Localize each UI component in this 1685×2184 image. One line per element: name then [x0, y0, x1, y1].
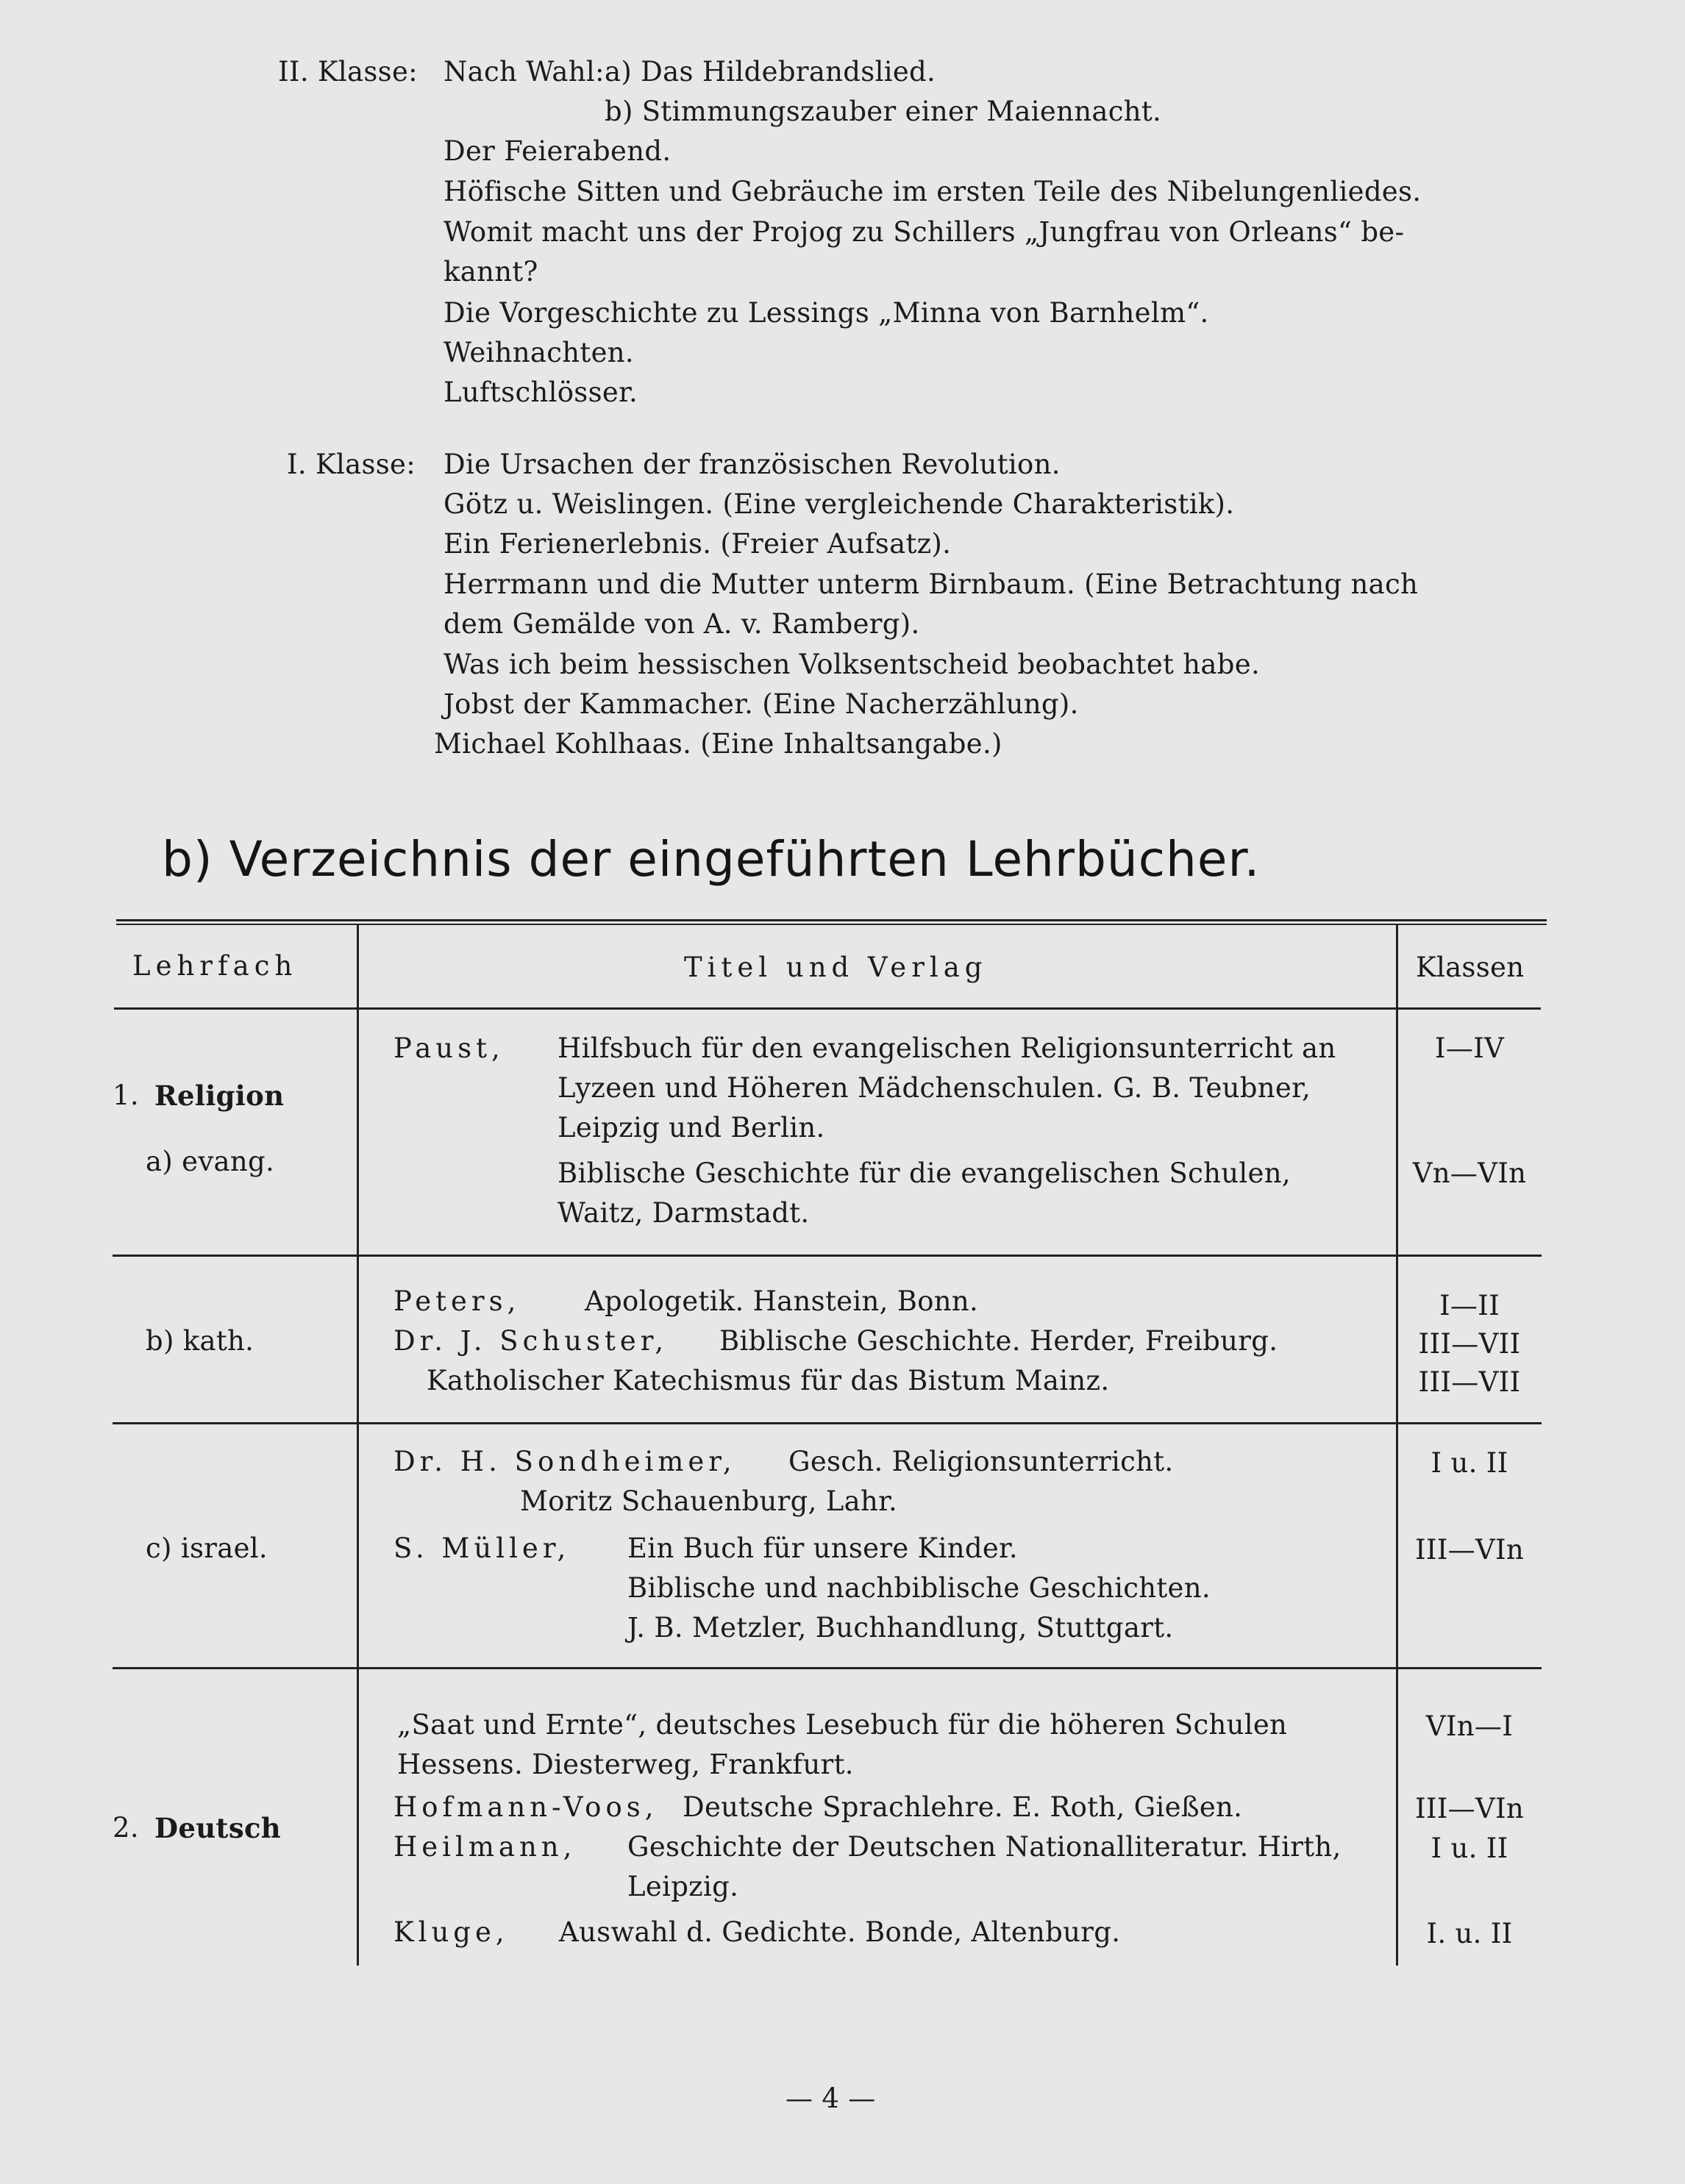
entry-line: „Saat und Ernte“, deutsches Lesebuch für die höheren Schulen	[397, 1709, 1288, 1741]
entry-line: Geschichte der Deutschen Nationalliteratur. Hirth,	[627, 1831, 1342, 1863]
class1-topic: Ein Ferienerlebnis. (Freier Aufsatz).	[443, 528, 952, 560]
class2-topic: Luftschlösser.	[443, 377, 638, 408]
class1-topic: Götz u. Weislingen. (Eine vergleichende Charakteristik).	[443, 488, 1235, 520]
author-mueller: S. Müller,	[393, 1532, 571, 1564]
entry-line: Waitz, Darmstadt.	[557, 1197, 810, 1229]
author-hofmann-voos: Hofmann-Voos,	[393, 1791, 658, 1823]
entry-line: Leipzig.	[627, 1871, 739, 1902]
header-title: Titel und Verlag	[684, 952, 988, 983]
class2-choice-b: b) Stimmungszauber einer Maiennacht.	[605, 96, 1162, 127]
class2-topic: Höfische Sitten und Gebräuche im ersten Teile des Nibelungenliedes.	[443, 176, 1422, 207]
entry-line: Katholischer Katechismus für das Bistum Mainz.	[427, 1365, 1110, 1396]
classes-value: I u. II	[1431, 1833, 1508, 1864]
column-divider-subject	[357, 925, 359, 1966]
class2-topic: Die Vorgeschichte zu Lessings „Minna von Barnhelm“.	[443, 297, 1209, 329]
classes-value: III—VIn	[1414, 1793, 1525, 1824]
entry-line: Leipzig und Berlin.	[557, 1112, 825, 1143]
entry-line: Moritz Schauenburg, Lahr.	[520, 1485, 898, 1517]
class2-choice-a: a) Das Hildebrandslied.	[605, 56, 936, 88]
classes-value: I—IV	[1434, 1032, 1505, 1064]
author-paust: Paust,	[393, 1032, 505, 1064]
class2-choice-prefix: Nach Wahl:	[443, 56, 605, 88]
row-rule-evang	[113, 1255, 1542, 1257]
author-peters: Peters,	[393, 1285, 521, 1317]
class1-topic: Herrmann und die Mutter unterm Birnbaum. (Eine Betrachtung nach	[443, 568, 1419, 600]
author-schuster: Dr. J. Schuster,	[393, 1325, 669, 1357]
entry-line: J. B. Metzler, Buchhandlung, Stuttgart.	[627, 1612, 1174, 1644]
religion-label: Religion	[154, 1079, 285, 1112]
class1-topic: Michael Kohlhaas. (Eine Inhaltsangabe.)	[434, 728, 1002, 760]
classes-value: VIn—I	[1425, 1710, 1514, 1742]
entry-line: Biblische und nachbiblische Geschichten.	[627, 1572, 1211, 1604]
kath-label: b) kath.	[146, 1325, 254, 1357]
class1-topic: Die Ursachen der französischen Revolution.	[443, 449, 1061, 480]
header-subject: Lehrfach	[132, 950, 298, 982]
evang-label: a) evang.	[146, 1146, 275, 1177]
entry-line: Ein Buch für unsere Kinder.	[627, 1532, 1018, 1564]
entry-line: Biblische Geschichte für die evangelischen Schulen,	[557, 1157, 1291, 1189]
header-classes: Klassen	[1416, 952, 1525, 983]
class1-label: I. Klasse:	[287, 449, 416, 480]
entry-line: Gesch. Religionsunterricht.	[788, 1446, 1174, 1477]
deutsch-number: 2.	[113, 1812, 139, 1844]
classes-value: I u. II	[1431, 1447, 1508, 1479]
classes-value: III—VII	[1418, 1328, 1521, 1360]
table-top-rule	[116, 919, 1547, 921]
religion-number: 1.	[113, 1079, 139, 1111]
class2-label: II. Klasse:	[278, 56, 418, 88]
row-rule-kath	[113, 1422, 1542, 1424]
table-top-rule-2	[116, 924, 1547, 925]
table-header-rule	[114, 1007, 1541, 1010]
class2-topic: Womit macht uns der Projog zu Schillers „Jungfrau von Orleans“ be-	[443, 216, 1405, 248]
row-rule-israel	[113, 1667, 1542, 1669]
entry-line: Hilfsbuch für den evangelischen Religionsunterricht an	[557, 1032, 1336, 1064]
class2-topic: Der Feierabend.	[443, 135, 671, 167]
class1-topic: Jobst der Kammacher. (Eine Nacherzählung).	[443, 688, 1079, 720]
classes-value: I—II	[1439, 1290, 1500, 1321]
author-sondheimer: Dr. H. Sondheimer,	[393, 1446, 736, 1477]
author-heilmann: Heilmann,	[393, 1831, 577, 1863]
entry-line: Lyzeen und Höheren Mädchenschulen. G. B. Teubner,	[557, 1072, 1311, 1104]
entry-line: Auswahl d. Gedichte. Bonde, Altenburg.	[559, 1916, 1121, 1948]
page-number: — 4 —	[785, 2083, 876, 2114]
entry-line: Apologetik. Hanstein, Bonn.	[585, 1285, 979, 1317]
israel-label: c) israel.	[146, 1532, 268, 1564]
classes-value: I. u. II	[1426, 1918, 1513, 1949]
entry-line: Biblische Geschichte. Herder, Freiburg.	[719, 1325, 1278, 1357]
deutsch-label: Deutsch	[154, 1812, 281, 1844]
class1-topic: dem Gemälde von A. v. Ramberg).	[443, 608, 920, 640]
classes-value: Vn—VIn	[1412, 1157, 1527, 1189]
class2-topic: kannt?	[443, 256, 538, 288]
class2-topic: Weihnachten.	[443, 337, 634, 368]
section-heading: b) Verzeichnis der eingeführten Lehrbücher.	[162, 831, 1261, 888]
entry-line: Hessens. Diesterweg, Frankfurt.	[397, 1749, 854, 1780]
classes-value: III—VIn	[1414, 1534, 1525, 1566]
classes-value: III—VII	[1418, 1366, 1521, 1398]
class1-topic: Was ich beim hessischen Volksentscheid beobachtet habe.	[443, 649, 1261, 680]
author-kluge: Kluge,	[393, 1916, 509, 1948]
entry-line: Deutsche Sprachlehre. E. Roth, Gießen.	[683, 1791, 1243, 1823]
